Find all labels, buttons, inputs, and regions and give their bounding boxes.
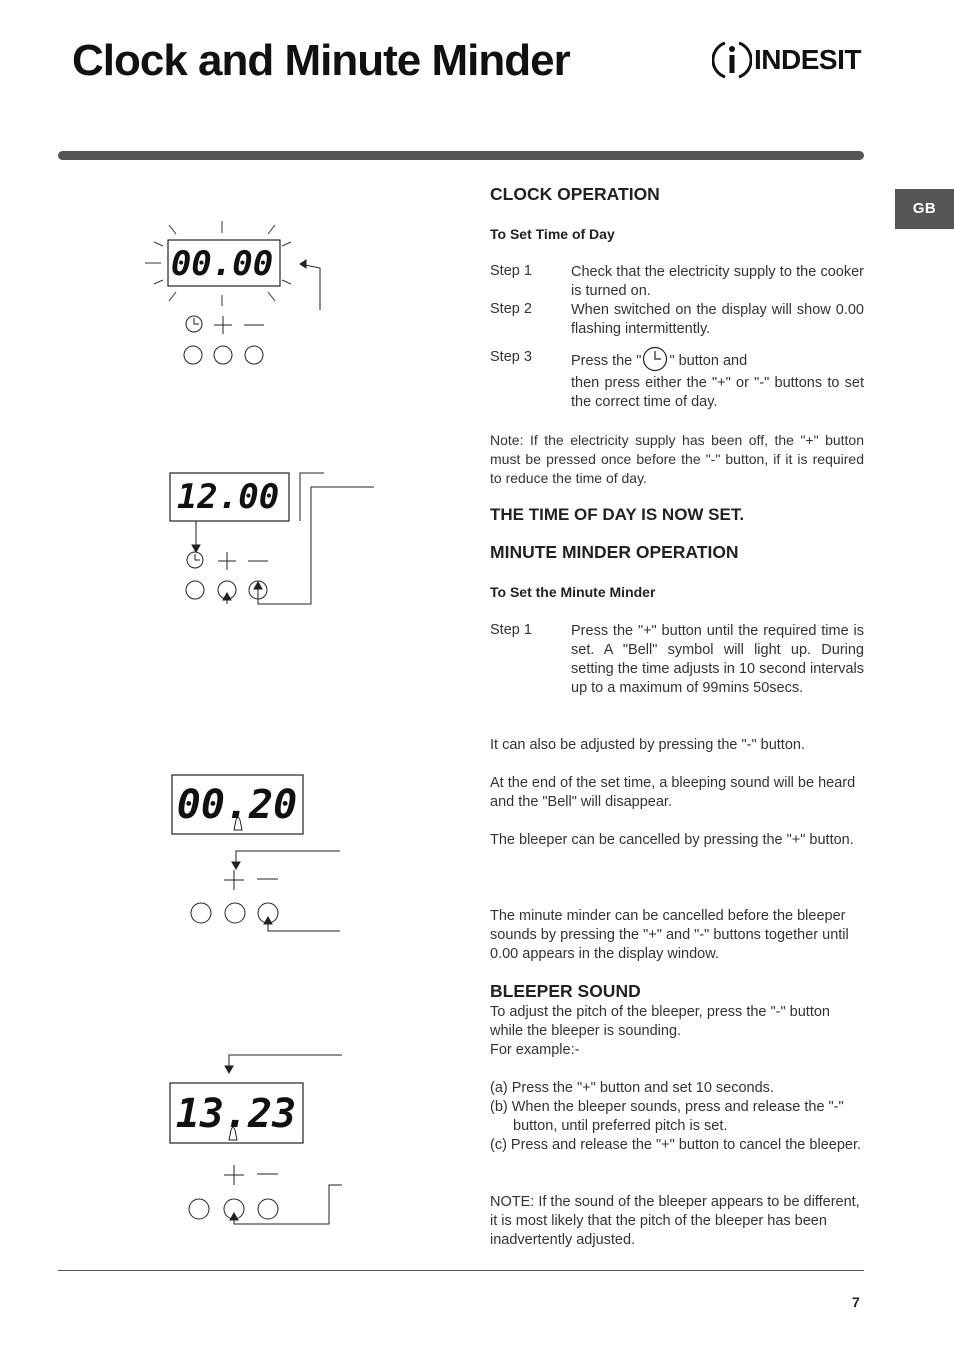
clock-icon [642, 346, 668, 372]
clock-operation-heading: CLOCK OPERATION [490, 184, 660, 204]
step-3-text-cont: then press either the "+" or "-" buttons to set the correct time of day. [571, 375, 864, 410]
display-2-digits: 12.00 [176, 477, 280, 517]
bleeper-note: NOTE: If the sound of the bleeper appears to be different, it is most likely that the pitch of the bleeper has been inadvertently adjusted. [490, 1194, 860, 1248]
plus-icon [214, 316, 232, 334]
bleeper-item-a: (a) Press the "+" button and set 10 seconds. [490, 1080, 774, 1096]
diagram-bleeper [170, 1055, 342, 1224]
plus-icon [224, 870, 244, 890]
bleeper-heading: BLEEPER SOUND [490, 981, 641, 1001]
bleeper-example: For example:- [490, 1042, 580, 1058]
step-3-text-after: " button and [669, 353, 748, 369]
page-title: Clock and Minute Minder [72, 36, 570, 85]
bleeper-item-c: (c) Press and release the "+" button to cancel the bleeper. [490, 1137, 862, 1153]
clock-icon [186, 316, 202, 332]
step-2-text: When switched on the display will show 0.00 flashing intermittently. [571, 302, 864, 337]
minute-minder-heading: MINUTE MINDER OPERATION [490, 542, 739, 562]
minder-para-3: The bleeper can be cancelled by pressing the "+" button. [490, 832, 854, 848]
plus-icon [218, 552, 236, 570]
clock-button [189, 1199, 209, 1219]
diagram-set-time-flashing [145, 221, 320, 364]
page-number: 7 [852, 1294, 860, 1310]
step-3-text-before: Press the " [571, 353, 642, 369]
bleeper-intro: To adjust the pitch of the bleeper, press the "-" button while the bleeper is sounding. [490, 1004, 830, 1039]
display-3-digits: 00.20 [176, 782, 298, 828]
plus-button [225, 903, 245, 923]
minder-step-1-text: Press the "+" button until the required time is set. A "Bell" symbol will light up. During setting the time adjusts in 10 second intervals up to a maximum of 99mins 50secs. [571, 623, 864, 696]
step-1-label: Step 1 [490, 263, 532, 279]
set-time-subheading: To Set Time of Day [490, 226, 615, 242]
clock-button [191, 903, 211, 923]
step-2-label: Step 2 [490, 301, 532, 317]
step-3-text [571, 346, 864, 372]
clock-note: Note: If the electricity supply has been off, the "+" button must be pressed once before the "-" button, if it is required to reduce the time of day. [490, 432, 864, 486]
minder-step-1-label: Step 1 [490, 622, 532, 638]
brand-name: INDESIT [754, 44, 861, 75]
display-4-digits: 13.23 [175, 1091, 297, 1137]
minute-minder-subheading: To Set the Minute Minder [490, 584, 656, 600]
language-tab: GB [895, 189, 954, 229]
minder-para-4: The minute minder can be cancelled before the bleeper sounds by pressing the "+" and "-" buttons together until 0.00 appears in the display window. [490, 908, 849, 962]
logo-emblem-icon [712, 38, 752, 82]
footer-rule [58, 1270, 864, 1271]
clock-icon [187, 552, 203, 568]
minus-button [258, 1199, 278, 1219]
indesit-logo [712, 38, 864, 82]
clock-button [186, 581, 204, 599]
step-3-label: Step 3 [490, 349, 532, 365]
minder-para-1: It can also be adjusted by pressing the "-" button. [490, 737, 805, 753]
control-panel-diagrams [0, 0, 480, 1270]
minus-button [245, 346, 263, 364]
plus-icon [224, 1165, 244, 1185]
clock-button [184, 346, 202, 364]
step-1-text: Check that the electricity supply to the cooker is turned on. [571, 264, 864, 299]
plus-button [214, 346, 232, 364]
minder-para-2: At the end of the set time, a bleeping sound will be heard and the "Bell" will disappear. [490, 775, 856, 810]
bleeper-item-b: (b) When the bleeper sounds, press and release the "-" button, until preferred pitch is set. [490, 1099, 844, 1134]
time-set-confirmation: THE TIME OF DAY IS NOW SET. [490, 505, 745, 524]
display-1-digits: 00.00 [170, 244, 274, 284]
